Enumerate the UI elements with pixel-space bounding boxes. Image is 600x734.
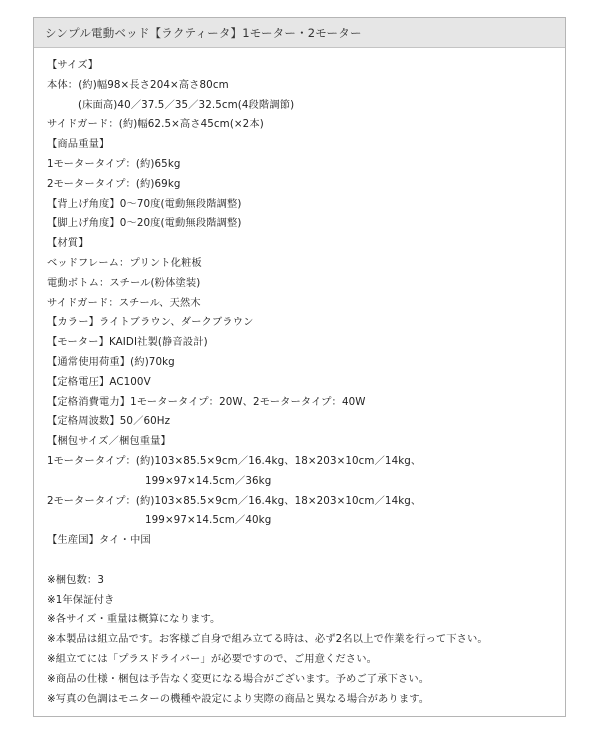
body-size: 本体：(約)幅98×長さ204×高さ80cm [47,78,229,91]
product-title: シンプル電動ベッド【ラクティータ】1モーター・2モーター [45,25,362,40]
note-warranty: ※1年保証付き [47,593,115,606]
floor-height: (床面高)40／37.5／35／32.5cm(4段階調節) [78,98,295,111]
back-angle: 【背上げ角度】0〜70度(電動無段階調整) [47,197,242,210]
power-spec: 【定格消費電力】1モータータイプ：20W、2モータータイプ：40W [47,395,366,408]
material-frame: ベッドフレーム：プリント化粧板 [47,256,202,269]
origin-spec: 【生産国】タイ・中国 [47,534,151,547]
spacer [47,551,557,571]
weight-2motor: 2モータータイプ：(約)69kg [47,177,181,190]
leg-angle: 【脚上げ角度】0〜20度(電動無段階調整) [47,217,242,230]
note-packages: ※梱包数：3 [47,573,104,586]
note-assembly: ※本製品は組立品です。お客様ご自身で組み立てる時は、必ず2名以上で作業を行って下さい。 [47,633,488,646]
side-guard-size: サイドガード：(約)幅62.5×高さ45cm(×2本) [47,118,264,131]
package-2motor-line2: 199×97×14.5cm／40kg [145,514,272,527]
note-color: ※写真の色調はモニターの機種や設定により実際の商品と異なる場合があります。 [47,692,430,705]
weight-heading: 【商品重量】 [47,138,110,151]
note-change: ※商品の仕様・梱包は予告なく変更になる場合がございます。予めご了承下さい。 [47,672,430,685]
note-weights: ※各サイズ・重量は概算になります。 [47,613,221,626]
package-2motor-line1: 2モータータイプ：(約)103×85.5×9cm／16.4kg、18×203×10cm／14kg、 [47,494,422,507]
weight-1motor: 1モータータイプ：(約)65kg [47,157,181,170]
frequency-spec: 【定格周波数】50／60Hz [47,415,171,428]
package-heading: 【梱包サイズ／梱包重量】 [47,435,171,448]
package-1motor-line1: 1モータータイプ：(約)103×85.5×9cm／16.4kg、18×203×10cm／14kg、 [47,454,422,467]
spec-table [33,17,566,717]
spec-content [47,56,557,709]
material-guard: サイドガード：スチール、天然木 [47,296,201,309]
package-1motor-line2: 199×97×14.5cm／36kg [145,474,272,487]
material-bottom: 電動ボトム：スチール(粉体塗装) [47,276,201,289]
load-spec: 【通常使用荷重】(約)70kg [47,355,175,368]
material-heading: 【材質】 [47,237,89,250]
voltage-spec: 【定格電圧】AC100V [47,375,151,388]
color-spec: 【カラー】ライトブラウン、ダークブラウン [47,316,254,329]
size-heading: 【サイズ】 [47,59,99,71]
motor-spec: 【モーター】KAIDI社製(静音設計) [47,336,208,349]
spec-header [34,18,565,48]
note-driver: ※組立てには「プラスドライバー」が必要ですので、ご用意ください。 [47,652,377,665]
